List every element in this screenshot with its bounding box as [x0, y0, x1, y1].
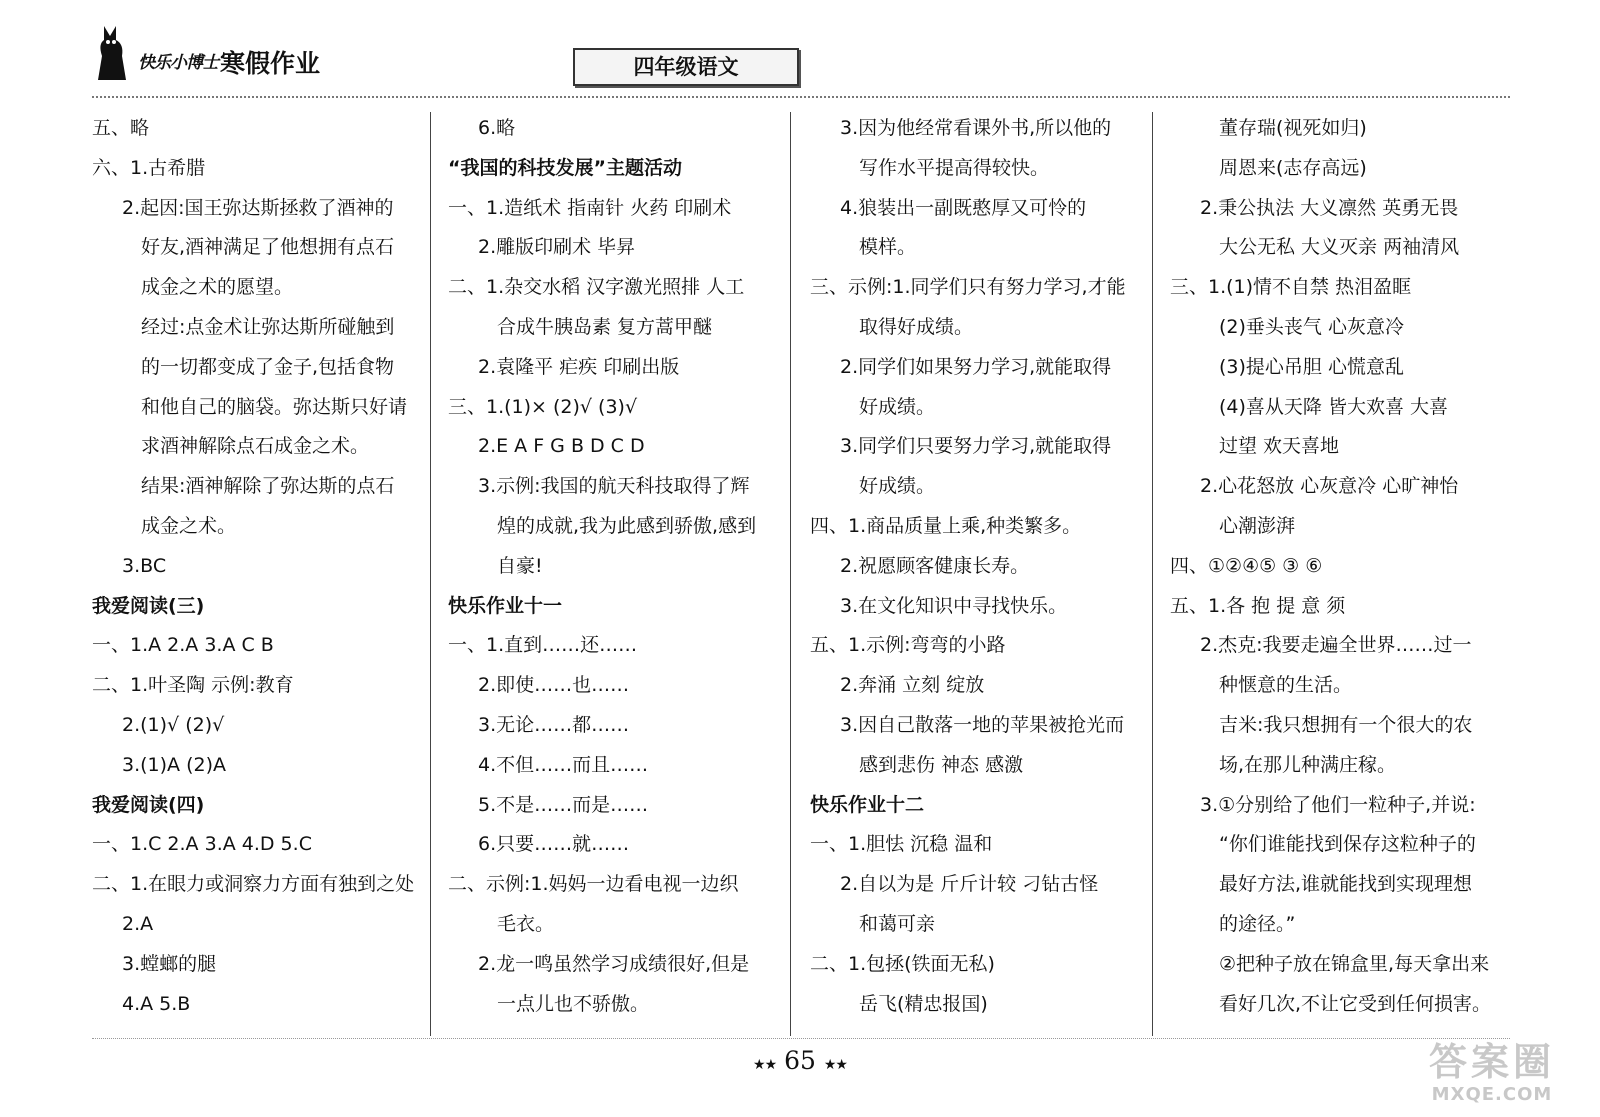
answer-line: 董存瑞(视死如归) [1219, 117, 1367, 139]
grade-subject-box: 四年级语文 [573, 48, 799, 86]
answer-line: 二、1.包拯(铁面无私) [810, 952, 995, 975]
mascot-icon [86, 22, 136, 84]
answer-line: 二、1.叶圣陶 示例:教育 [92, 674, 294, 697]
answer-line: 6.略 [478, 117, 516, 139]
section-heading: 快乐作业十二 [810, 793, 925, 816]
answer-line: 二、示例:1.妈妈一边看电视一边织 [448, 873, 739, 896]
answer-line: 结果:酒神解除了弥达斯的点石 [141, 475, 395, 498]
answer-line: 3.BC [122, 554, 167, 577]
answer-line: 和他自己的脑袋。弥达斯只好请 [141, 395, 408, 418]
watermark [1412, 1040, 1572, 1114]
column-divider [430, 112, 431, 1036]
answer-line: 和蔼可亲 [859, 913, 936, 935]
answer-line: 的途径。” [1219, 913, 1296, 935]
answer-line: 2.A [122, 913, 154, 935]
answer-line: 场,在那儿种满庄稼。 [1219, 753, 1397, 776]
answer-line: 2.起因:国王弥达斯拯救了酒神的 [122, 196, 394, 219]
answer-line: 模样。 [859, 236, 917, 259]
answer-line: 6.只要……就…… [478, 833, 630, 856]
answer-line: 2.自以为是 斤斤计较 刁钻古怪 [840, 873, 1099, 896]
section-heading: 我爱阅读(四) [92, 793, 205, 816]
answer-line: 2.杰克:我要走遍全世界……过一 [1200, 634, 1472, 657]
watermark-logo: 答案圈 [1428, 1040, 1555, 1084]
answer-line: 好成绩。 [859, 475, 936, 498]
answer-line: 一、1.胆怯 沉稳 温和 [810, 833, 993, 856]
answer-line: 三、1.(1)× (2)√ (3)√ [448, 395, 638, 418]
brand-name: 快乐小博士 [138, 53, 218, 73]
answer-line: 的一切都变成了金子,包括食物 [141, 355, 395, 378]
answer-line: (3)提心吊胆 心慌意乱 [1219, 355, 1404, 378]
answer-line: 周恩来(志存高远) [1219, 156, 1367, 179]
answer-line: 五、1.示例:弯弯的小路 [810, 634, 1006, 657]
answer-line: (2)垂头丧气 心灰意冷 [1219, 316, 1404, 338]
column-divider [790, 112, 791, 1036]
answer-line: 2.心花怒放 心灰意冷 心旷神怡 [1200, 475, 1459, 498]
answer-line: 3.螳螂的腿 [122, 952, 217, 975]
answer-line: 三、示例:1.同学们只有努力学习,才能 [810, 276, 1126, 299]
answer-line: 二、1.在眼力或洞察力方面有独到之处 [92, 873, 415, 896]
answer-line: 4.不但……而且…… [478, 753, 649, 776]
answer-line: 四、1.商品质量上乘,种类繁多。 [810, 515, 1082, 537]
answer-line: 一、1.C 2.A 3.A 4.D 5.C [92, 833, 312, 856]
column-divider [1152, 112, 1153, 1036]
answer-line: 岳飞(精忠报国) [859, 992, 988, 1015]
answer-line: 写作水平提高得较快。 [859, 156, 1050, 179]
answer-line: 2.奔涌 立刻 绽放 [840, 674, 985, 697]
answer-line: 2.祝愿顾客健康长寿。 [840, 554, 1030, 577]
section-heading: 我爱阅读(三) [92, 594, 205, 617]
answer-line: 五、略 [92, 117, 150, 139]
page-footer [0, 1046, 1600, 1075]
answer-line: 成金之术的愿望。 [141, 276, 294, 299]
answer-line: 五、1.各 抱 提 意 须 [1170, 594, 1346, 617]
answer-line: 3.①分别给了他们一粒种子,并说: [1200, 793, 1476, 816]
page-number: 65 [784, 1046, 816, 1075]
answer-line: 3.无论……都…… [478, 714, 630, 736]
answer-line: 2.秉公执法 大义凛然 英勇无畏 [1200, 196, 1459, 219]
answer-line: 求酒神解除点石成金之术。 [141, 435, 370, 458]
answer-line: 大公无私 大义灭亲 两袖清风 [1219, 236, 1460, 259]
answer-line: 2.即使……也…… [478, 674, 630, 697]
answer-line: 种惬意的生活。 [1219, 674, 1353, 697]
book-title: 寒假作业 [220, 49, 321, 78]
answer-line: 三、1.(1)情不自禁 热泪盈眶 [1170, 276, 1412, 299]
star-decoration: ★★ [823, 1057, 847, 1073]
answer-line: 取得好成绩。 [859, 316, 974, 338]
answer-line: 好成绩。 [859, 395, 936, 418]
answer-line: (4)喜从天降 皆大欢喜 大喜 [1219, 395, 1448, 418]
section-heading: 快乐作业十一 [448, 594, 563, 617]
footer-divider [92, 1038, 1510, 1039]
answer-line: 过望 欢天喜地 [1219, 435, 1340, 458]
answer-line: 2.E A F G B D C D [478, 435, 645, 458]
answer-line: “你们谁能找到保存这粒种子的 [1219, 833, 1476, 856]
answer-line: 2.同学们如果努力学习,就能取得 [840, 355, 1112, 378]
answer-line: 二、1.杂交水稻 汉字激光照排 人工 [448, 276, 745, 299]
answer-line: 合成牛胰岛素 复方蒿甲醚 [497, 316, 713, 338]
answer-line: 毛衣。 [497, 913, 555, 935]
answer-line: 一、1.A 2.A 3.A C B [92, 634, 274, 657]
answer-line: 3.在文化知识中寻找快乐。 [840, 594, 1068, 617]
answer-line: 好友,酒神满足了他想拥有点石 [141, 236, 395, 259]
answer-line: 4.A 5.B [122, 992, 191, 1015]
answer-line: 2.(1)√ (2)√ [122, 714, 225, 736]
answer-line: 3.示例:我国的航天科技取得了辉 [478, 475, 750, 498]
page-header [80, 18, 1510, 96]
answer-line: 3.同学们只要努力学习,就能取得 [840, 435, 1112, 458]
answer-line: 成金之术。 [141, 515, 237, 537]
answer-line: 六、1.古希腊 [92, 156, 206, 179]
answer-line: 最好方法,谁就能找到实现理想 [1219, 873, 1473, 896]
answer-line: 一、1.直到……还…… [448, 634, 638, 657]
answer-line: 一、1.造纸术 指南针 火药 印刷术 [448, 196, 732, 219]
answer-line: 3.因为他经常看课外书,所以他的 [840, 117, 1112, 139]
answer-line: 看好几次,不让它受到任何损害。 [1219, 992, 1492, 1015]
answer-line: 经过:点金术让弥达斯所碰触到 [141, 316, 395, 338]
watermark-url: MXQE.COM [1431, 1084, 1553, 1105]
section-heading: “我国的科技发展”主题活动 [448, 156, 682, 179]
answer-line: 心潮澎湃 [1219, 515, 1296, 537]
answer-line: 5.不是……而是…… [478, 793, 649, 816]
answer-line: 3.(1)A (2)A [122, 753, 226, 776]
answer-line: 自豪! [497, 554, 543, 577]
answer-line: 煌的成就,我为此感到骄傲,感到 [497, 515, 757, 537]
answer-line: 2.龙一鸣虽然学习成绩很好,但是 [478, 952, 750, 975]
answer-line: 3.因自己散落一地的苹果被抢光而 [840, 714, 1125, 736]
answer-line: 吉米:我只想拥有一个很大的农 [1219, 714, 1473, 736]
answer-line: 2.雕版印刷术 毕昇 [478, 236, 636, 259]
star-decoration: ★★ [753, 1057, 777, 1073]
answer-line: 感到悲伤 神态 感激 [859, 753, 1024, 776]
header-divider [92, 96, 1510, 98]
answer-line: 一点儿也不骄傲。 [497, 992, 650, 1015]
answer-line: 四、①②④⑤ ③ ⑥ [1170, 554, 1323, 577]
answer-line: 2.袁隆平 疟疾 印刷出版 [478, 355, 680, 378]
answer-line: ②把种子放在锦盒里,每天拿出来 [1219, 952, 1490, 975]
answer-line: 4.狼装出一副既憨厚又可怜的 [840, 196, 1087, 219]
